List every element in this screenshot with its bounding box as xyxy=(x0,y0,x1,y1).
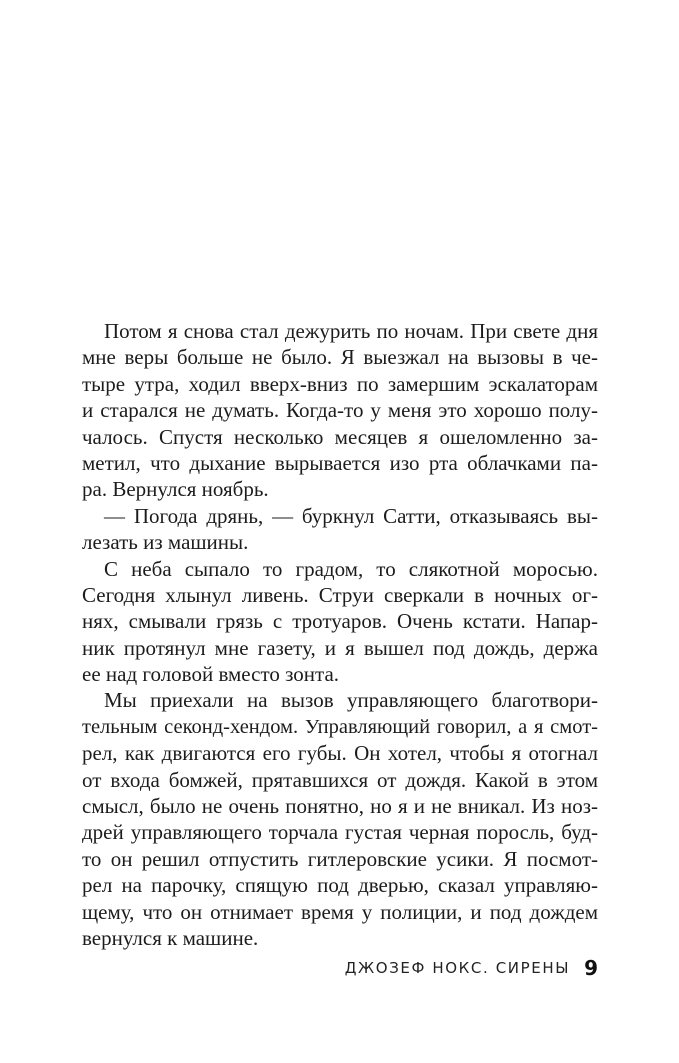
text-line: рел, как двигаются его губы. Он хотел, чтобы я отогнал xyxy=(82,741,598,766)
text-line: и старался не думать. Когда-то у меня это хорошо полу- xyxy=(82,398,598,423)
text-line: — Погода дрянь, — буркнул Сатти, отказываясь вы- xyxy=(104,503,598,528)
text-line: вернулся к машине. xyxy=(82,925,259,950)
text-line: С неба сыпало то градом, то слякотной моросью. xyxy=(104,556,598,581)
text-line: тельным секонд-хендом. Управляющий говорил, а я смот- xyxy=(82,715,598,738)
text-line: мне веры больше не было. Я выезжал на вызовы в че- xyxy=(82,345,598,370)
text-line: Мы приехали на вызов управляющего благотвори- xyxy=(104,688,598,713)
text-line: дрей управляющего торчала густая черная поросль, буд- xyxy=(82,820,598,845)
text-line: ник протянул мне газету, и я вышел под дождь, держа xyxy=(82,635,598,660)
text-line: смысл, было не очень понятно, но я и не вникал. Из ноз- xyxy=(82,794,598,819)
text-line: ра. Вернулся ноябрь. xyxy=(82,477,269,502)
text-line: рел на парочку, спящую под дверью, сказал управляю- xyxy=(82,873,598,898)
text-line: тыре утра, ходил вверх-вниз по замершим эскалаторам xyxy=(82,371,598,396)
text-line: Потом я снова стал дежурить по ночам. При свете дня xyxy=(104,319,598,343)
running-head: ДЖОЗЕФ НОКС. СИРЕНЫ xyxy=(344,959,571,977)
text-line: щему, что он отнимает время у полиции, и под дождем xyxy=(82,899,598,924)
text-line: метил, что дыхание вырывается изо рта облачками па- xyxy=(82,450,598,475)
page-number: 9 xyxy=(584,956,598,980)
text-line: Сегодня хлынул ливень. Струи сверкали в ночных ог- xyxy=(82,582,598,607)
text-line: лезать из машины. xyxy=(82,530,249,555)
body-text xyxy=(82,318,598,951)
text-line: чалось. Спустя несколько месяцев я ошеломленно за- xyxy=(82,424,598,449)
text-line: ее над головой вместо зонта. xyxy=(82,662,340,687)
text-line: от входа бомжей, прятавшихся от дождя. Какой в этом xyxy=(82,767,598,792)
text-line: нях, смывали грязь с тротуаров. Очень кстати. Напар- xyxy=(82,609,598,634)
text-line: то он решил отпустить гитлеровские усики. Я посмот- xyxy=(82,846,598,871)
page-footer xyxy=(345,953,598,983)
